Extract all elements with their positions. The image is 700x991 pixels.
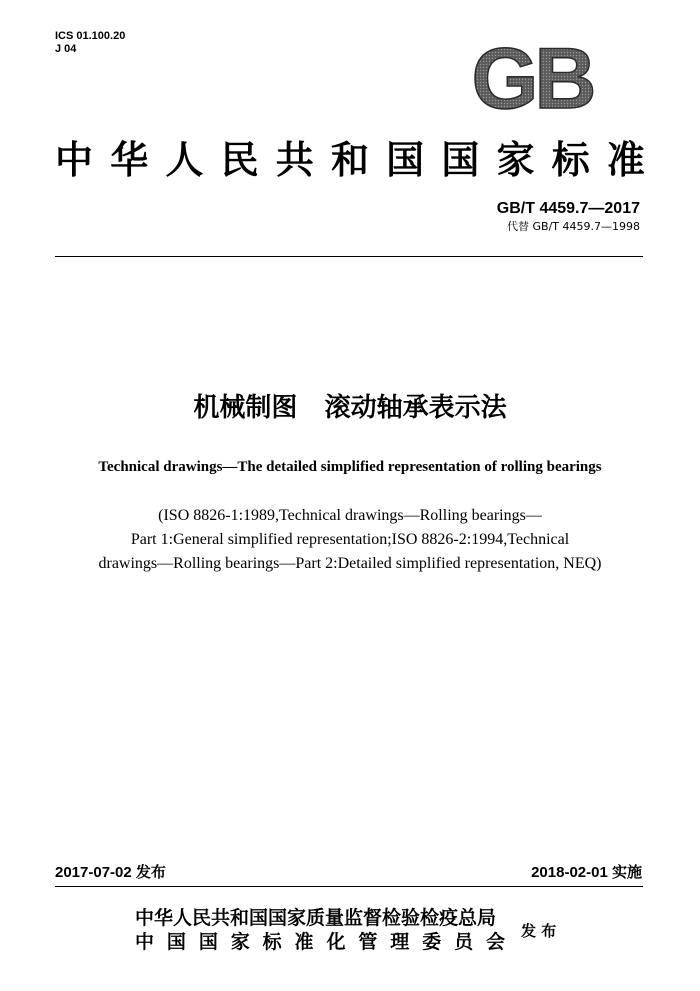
issuer-sac-char: 准 <box>294 931 314 953</box>
national-title-char: 家 <box>496 138 535 182</box>
issuer-sac <box>135 930 505 954</box>
issuer-sac-char: 国 <box>198 931 218 953</box>
publish-label: 发 布 <box>521 922 557 940</box>
top-divider <box>55 256 643 257</box>
issuer-sac-char: 会 <box>485 931 505 953</box>
implementation-date: 2018-02-01 实施 <box>531 864 642 881</box>
issuer-sac-char: 家 <box>230 931 250 953</box>
replaced-standard: 代替 GB/T 4459.7—1998 <box>507 220 640 233</box>
national-title-char: 民 <box>220 138 259 182</box>
gb-logo-icon <box>461 42 603 116</box>
national-title-char: 和 <box>330 138 369 182</box>
document-title-english: Technical drawings—The detailed simplified representation of rolling bearings <box>98 459 602 475</box>
standard-number: GB/T 4459.7—2017 <box>496 200 640 217</box>
gb-logo-text: GB <box>471 42 593 116</box>
issue-date: 2017-07-02 发布 <box>55 864 166 881</box>
issuer-sac-char: 国 <box>166 931 186 953</box>
issuer-aqsiq: 中华人民共和国国家质量监督检验检疫总局 <box>135 907 497 929</box>
document-title-chinese: 机械制图 滚动轴承表示法 <box>193 393 507 423</box>
national-title-char: 共 <box>275 138 314 182</box>
classification-codes <box>55 30 125 56</box>
national-title-char: 准 <box>606 138 645 182</box>
bottom-divider <box>55 886 643 887</box>
national-title-char: 中 <box>55 138 94 182</box>
issuer-sac-char: 标 <box>262 931 282 953</box>
issuer-sac-char: 中 <box>135 931 155 953</box>
iso-reference <box>40 504 660 576</box>
national-title-char: 标 <box>551 138 590 182</box>
issuer-sac-char: 化 <box>326 931 346 953</box>
national-title-char: 华 <box>110 138 149 182</box>
issuer-sac-char: 员 <box>454 931 474 953</box>
iso-reference-line: (ISO 8826-1:1989,Technical drawings—Rolling bearings— <box>158 507 542 524</box>
ics-code: ICS 01.100.20 <box>55 30 126 42</box>
issuer-sac-char: 委 <box>422 931 442 953</box>
issuing-authorities <box>135 906 505 954</box>
issuer-sac-char: 管 <box>358 931 378 953</box>
iso-reference-line: Part 1:General simplified representation;ISO 8826-2:1994,Technical <box>130 531 570 548</box>
national-title-char: 国 <box>441 138 480 182</box>
ccs-code: J 04 <box>55 43 77 55</box>
national-title-char: 人 <box>165 138 204 182</box>
national-title-char: 国 <box>386 138 425 182</box>
national-standard-title <box>55 138 645 182</box>
iso-reference-line: drawings—Rolling bearings—Part 2:Detailed simplified representation, NEQ) <box>98 555 602 572</box>
issuer-sac-char: 理 <box>390 931 410 953</box>
